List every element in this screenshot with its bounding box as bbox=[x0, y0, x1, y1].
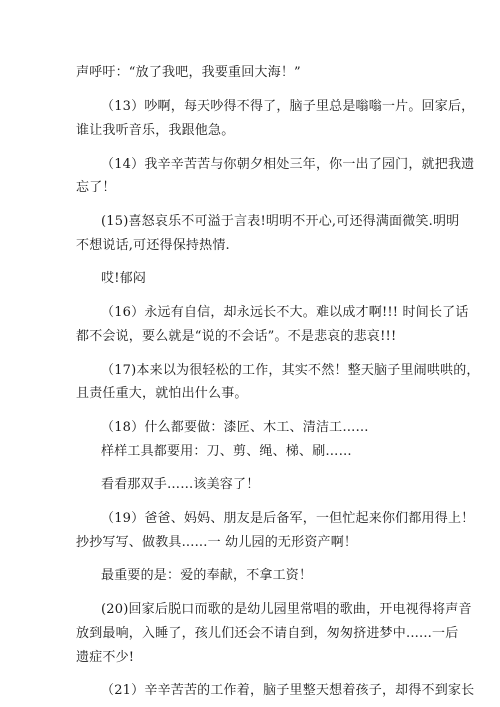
text-line: （18）什么都要做：漆匠、木工、清洁工…… bbox=[101, 420, 369, 435]
text-line: （21）辛辛苦苦的工作着，脑子里整天想着孩子，却得不到家长 bbox=[101, 683, 475, 698]
text-line: 谁让我听音乐，我跟他急。 bbox=[76, 123, 235, 138]
text-line: 忘了！ bbox=[76, 180, 116, 195]
text-line: （17)本来以为很轻松的工作，其实不然！整天脑子里闹哄哄的， bbox=[101, 363, 480, 378]
text-line: 哎!郁闷 bbox=[101, 271, 147, 286]
text-line: 声呼吁：“放了我吧，我要重回大海！” bbox=[76, 65, 301, 80]
text-line: （13）吵啊，每天吵得不得了，脑子里总是嗡嗡一片。回家后， bbox=[101, 99, 475, 114]
text-line: （16）永远有自信，却永远长不大。难以成才啊!!! 时间长了话 bbox=[101, 305, 469, 320]
text-line: 放到最响，入睡了，孩儿们还会不请自到，匆匆挤进梦中......一后 bbox=[76, 626, 459, 641]
text-line: (15)喜怒哀乐不可溢于言表!明明不开心,可还得满面微笑.明明 bbox=[101, 214, 460, 229]
text-line: （19）爸爸、妈妈、朋友是后备军，一但忙起来你们都用得上！ bbox=[101, 511, 475, 526]
text-line: 样样工具都要用：刀、剪、绳、梯、刷…… bbox=[101, 444, 352, 459]
text-line: 不想说话,可还得保持热情. bbox=[76, 238, 230, 253]
text-line: 最重要的是：爱的奉献，不拿工资！ bbox=[101, 568, 313, 583]
text-line: (20)回家后脱口而歌的是幼儿园里常唱的歌曲，开电视得将声音 bbox=[101, 602, 472, 617]
text-line: 都不会说，要么就是“说的不会话”。不是悲哀的悲哀!!! bbox=[76, 329, 397, 344]
text-line: 看看那双手……该美容了！ bbox=[101, 477, 260, 492]
text-line: 遗症不少! bbox=[76, 650, 135, 665]
text-line: 且责任重大，就怕出什么事。 bbox=[76, 386, 248, 401]
text-line: 抄抄写写、做教具......一 幼儿园的无形资产啊！ bbox=[76, 535, 358, 550]
text-line: （14）我辛辛苦苦与你朝夕相处三年，你一出了园门，就把我遗 bbox=[101, 157, 475, 172]
